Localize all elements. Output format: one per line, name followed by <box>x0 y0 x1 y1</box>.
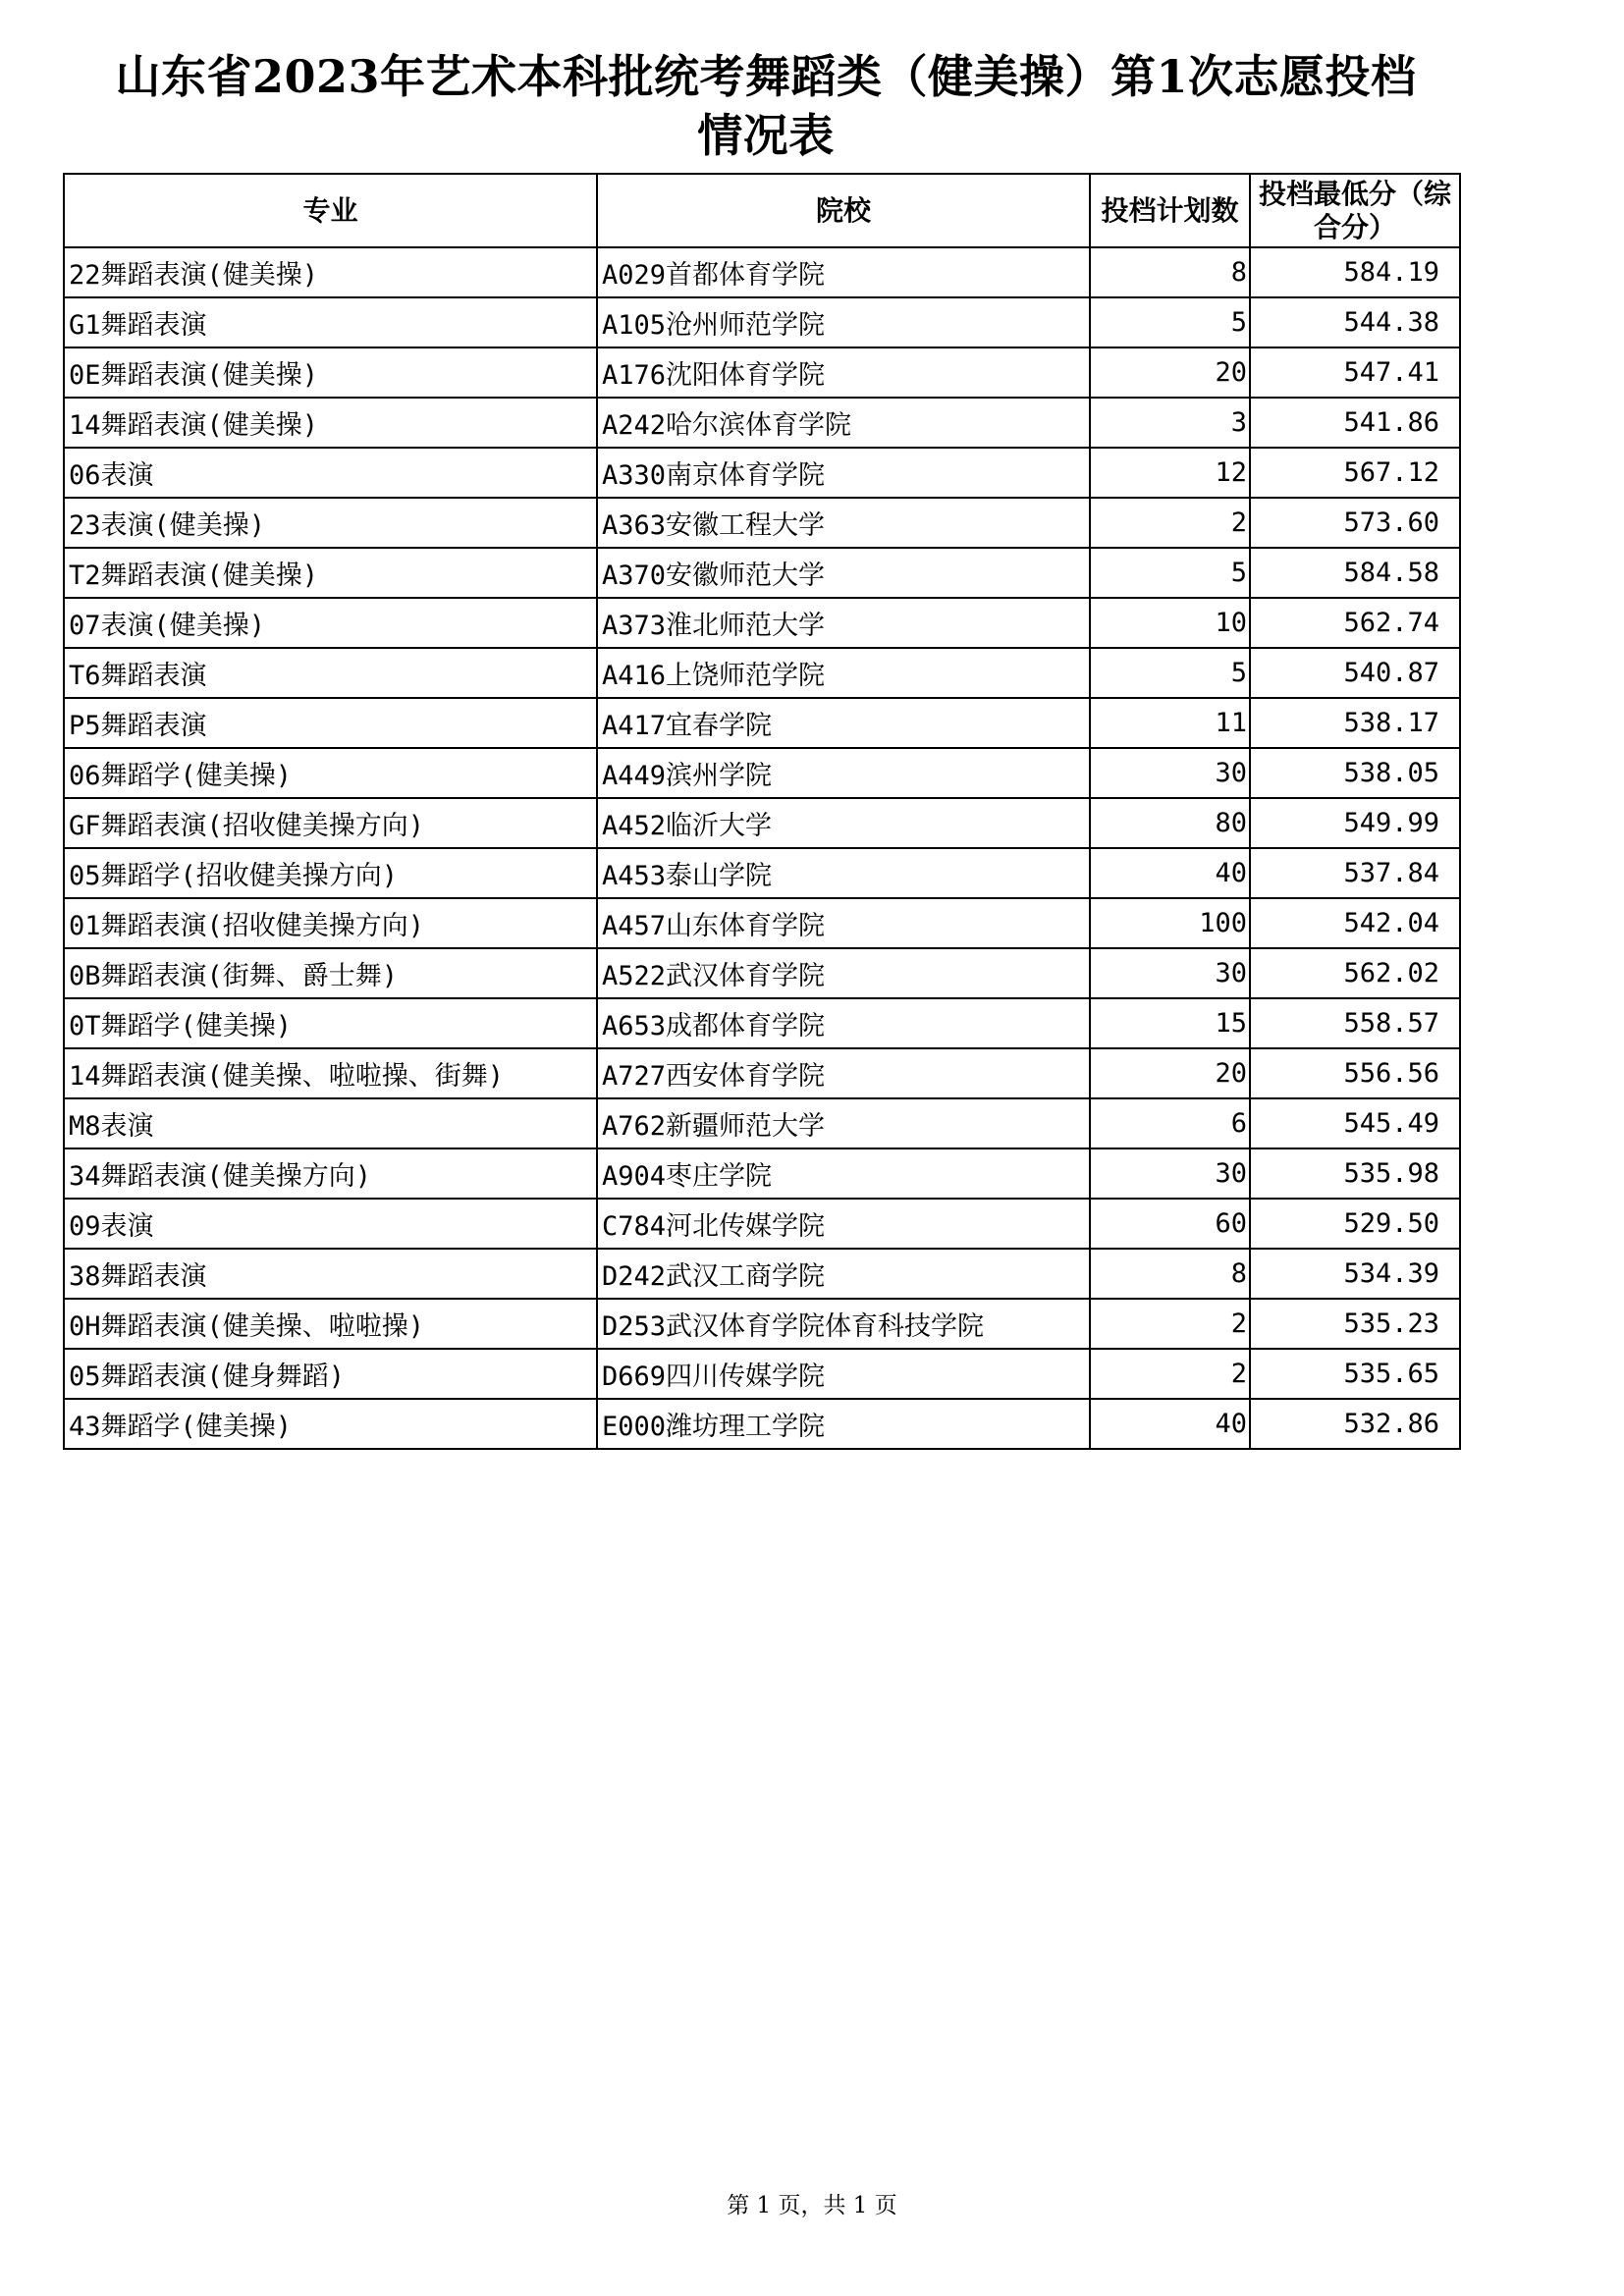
cell-score: 549.99 <box>1250 798 1460 848</box>
header-score <box>1250 174 1460 247</box>
table-row <box>64 798 1460 848</box>
cell-plan: 12 <box>1090 448 1250 498</box>
header-plan-label: 投档计划数 <box>1101 193 1239 227</box>
cell-score: 538.17 <box>1250 698 1460 748</box>
cell-plan: 30 <box>1090 1148 1250 1199</box>
cell-score: 547.41 <box>1250 347 1460 398</box>
table-row <box>64 1299 1460 1349</box>
admission-table <box>63 173 1461 1450</box>
cell-school: A029首都体育学院 <box>597 247 1090 297</box>
table-row <box>64 1399 1460 1449</box>
cell-school: E000潍坊理工学院 <box>597 1399 1090 1449</box>
cell-score: 537.84 <box>1250 848 1460 898</box>
cell-score: 558.57 <box>1250 998 1460 1048</box>
cell-plan: 5 <box>1090 648 1250 698</box>
cell-plan: 8 <box>1090 1249 1250 1299</box>
cell-plan: 40 <box>1090 1399 1250 1449</box>
cell-major: 0B舞蹈表演(街舞、爵士舞) <box>64 948 597 998</box>
cell-school: A452临沂大学 <box>597 798 1090 848</box>
table-row <box>64 498 1460 548</box>
cell-school: A653成都体育学院 <box>597 998 1090 1048</box>
document-title-line1: 山东省2023年艺术本科批统考舞蹈类（健美操）第1次志愿投档 <box>115 50 1417 103</box>
cell-plan: 2 <box>1090 1349 1250 1399</box>
cell-major: 14舞蹈表演(健美操、啦啦操、街舞) <box>64 1048 597 1098</box>
cell-score: 562.74 <box>1250 598 1460 648</box>
table-row <box>64 948 1460 998</box>
cell-plan: 30 <box>1090 948 1250 998</box>
table-row <box>64 247 1460 297</box>
table-row <box>64 848 1460 898</box>
cell-score: 535.65 <box>1250 1349 1460 1399</box>
cell-score: 584.19 <box>1250 247 1460 297</box>
cell-plan: 30 <box>1090 748 1250 798</box>
cell-major: 14舞蹈表演(健美操) <box>64 398 597 448</box>
cell-school: D242武汉工商学院 <box>597 1249 1090 1299</box>
table-row <box>64 1249 1460 1299</box>
cell-school: A363安徽工程大学 <box>597 498 1090 548</box>
cell-major: M8表演 <box>64 1098 597 1148</box>
header-major: 专业 <box>64 174 597 247</box>
cell-major: T2舞蹈表演(健美操) <box>64 548 597 598</box>
cell-score: 532.86 <box>1250 1399 1460 1449</box>
cell-school: A453泰山学院 <box>597 848 1090 898</box>
table-row <box>64 398 1460 448</box>
cell-school: A904枣庄学院 <box>597 1148 1090 1199</box>
cell-school: A242哈尔滨体育学院 <box>597 398 1090 448</box>
table-row <box>64 1048 1460 1098</box>
cell-score: 535.23 <box>1250 1299 1460 1349</box>
cell-plan: 15 <box>1090 998 1250 1048</box>
table-header-row <box>64 174 1460 247</box>
cell-major: 05舞蹈表演(健身舞蹈) <box>64 1349 597 1399</box>
cell-plan: 3 <box>1090 398 1250 448</box>
page-footer: 第 1 页，共 1 页 <box>727 2193 897 2218</box>
table-row <box>64 1349 1460 1399</box>
cell-plan: 6 <box>1090 1098 1250 1148</box>
cell-score: 535.98 <box>1250 1148 1460 1199</box>
table-row <box>64 1148 1460 1199</box>
table-row <box>64 347 1460 398</box>
cell-school: A330南京体育学院 <box>597 448 1090 498</box>
table-row <box>64 1098 1460 1148</box>
cell-major: 09表演 <box>64 1199 597 1249</box>
cell-plan: 8 <box>1090 247 1250 297</box>
cell-school: A176沈阳体育学院 <box>597 347 1090 398</box>
cell-major: 07表演(健美操) <box>64 598 597 648</box>
cell-plan: 5 <box>1090 548 1250 598</box>
cell-score: 556.56 <box>1250 1048 1460 1098</box>
cell-plan: 80 <box>1090 798 1250 848</box>
cell-plan: 100 <box>1090 898 1250 948</box>
cell-plan: 20 <box>1090 347 1250 398</box>
cell-school: A457山东体育学院 <box>597 898 1090 948</box>
cell-school: A522武汉体育学院 <box>597 948 1090 998</box>
cell-school: A416上饶师范学院 <box>597 648 1090 698</box>
table-body <box>64 247 1460 1449</box>
cell-major: 05舞蹈学(招收健美操方向) <box>64 848 597 898</box>
cell-score: 545.49 <box>1250 1098 1460 1148</box>
cell-plan: 5 <box>1090 297 1250 347</box>
table-row <box>64 898 1460 948</box>
cell-score: 534.39 <box>1250 1249 1460 1299</box>
cell-school: A417宜春学院 <box>597 698 1090 748</box>
cell-major: 01舞蹈表演(招收健美操方向) <box>64 898 597 948</box>
cell-plan: 2 <box>1090 1299 1250 1349</box>
cell-plan: 11 <box>1090 698 1250 748</box>
cell-score: 541.86 <box>1250 398 1460 448</box>
cell-score: 573.60 <box>1250 498 1460 548</box>
cell-major: 34舞蹈表演(健美操方向) <box>64 1148 597 1199</box>
cell-major: 22舞蹈表演(健美操) <box>64 247 597 297</box>
cell-plan: 60 <box>1090 1199 1250 1249</box>
cell-score: 529.50 <box>1250 1199 1460 1249</box>
cell-score: 540.87 <box>1250 648 1460 698</box>
cell-school: C784河北传媒学院 <box>597 1199 1090 1249</box>
header-score-label: 投档最低分（综合分） <box>1258 177 1451 243</box>
cell-major: 0T舞蹈学(健美操) <box>64 998 597 1048</box>
table-row <box>64 1199 1460 1249</box>
table-row <box>64 548 1460 598</box>
cell-school: A105沧州师范学院 <box>597 297 1090 347</box>
cell-score: 562.02 <box>1250 948 1460 998</box>
cell-score: 542.04 <box>1250 898 1460 948</box>
cell-school: A370安徽师范大学 <box>597 548 1090 598</box>
document-title-line2: 情况表 <box>697 109 835 162</box>
table-row <box>64 448 1460 498</box>
cell-plan: 40 <box>1090 848 1250 898</box>
table-row <box>64 598 1460 648</box>
table-row <box>64 698 1460 748</box>
cell-plan: 20 <box>1090 1048 1250 1098</box>
cell-major: P5舞蹈表演 <box>64 698 597 748</box>
cell-major: 38舞蹈表演 <box>64 1249 597 1299</box>
header-school: 院校 <box>597 174 1090 247</box>
cell-major: T6舞蹈表演 <box>64 648 597 698</box>
cell-major: 43舞蹈学(健美操) <box>64 1399 597 1449</box>
cell-major: G1舞蹈表演 <box>64 297 597 347</box>
cell-score: 584.58 <box>1250 548 1460 598</box>
cell-major: 0E舞蹈表演(健美操) <box>64 347 597 398</box>
cell-major: 06舞蹈学(健美操) <box>64 748 597 798</box>
cell-major: 23表演(健美操) <box>64 498 597 548</box>
table-row <box>64 748 1460 798</box>
cell-major: 0H舞蹈表演(健美操、啦啦操) <box>64 1299 597 1349</box>
cell-major: GF舞蹈表演(招收健美操方向) <box>64 798 597 848</box>
cell-plan: 10 <box>1090 598 1250 648</box>
cell-major: 06表演 <box>64 448 597 498</box>
table-row <box>64 648 1460 698</box>
table-row <box>64 297 1460 347</box>
cell-score: 538.05 <box>1250 748 1460 798</box>
cell-school: D669四川传媒学院 <box>597 1349 1090 1399</box>
cell-school: A762新疆师范大学 <box>597 1098 1090 1148</box>
cell-school: A727西安体育学院 <box>597 1048 1090 1098</box>
cell-school: D253武汉体育学院体育科技学院 <box>597 1299 1090 1349</box>
table-row <box>64 998 1460 1048</box>
cell-score: 567.12 <box>1250 448 1460 498</box>
cell-plan: 2 <box>1090 498 1250 548</box>
cell-school: A449滨州学院 <box>597 748 1090 798</box>
header-plan <box>1090 174 1250 247</box>
cell-school: A373淮北师范大学 <box>597 598 1090 648</box>
cell-score: 544.38 <box>1250 297 1460 347</box>
